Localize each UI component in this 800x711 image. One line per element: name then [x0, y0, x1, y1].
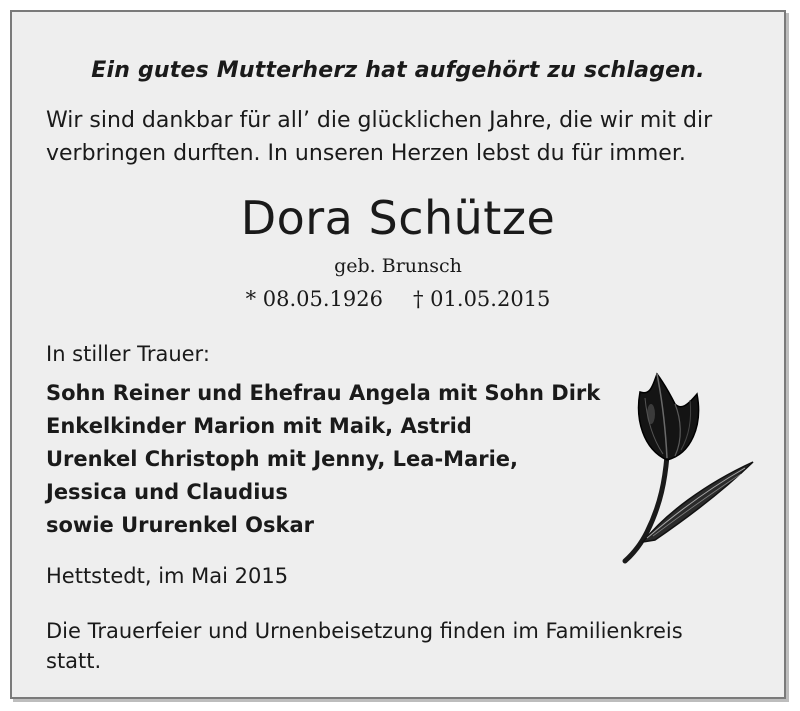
ceremony-note [46, 616, 766, 676]
obituary-content [12, 12, 784, 697]
maiden-name: geb. Brunsch [334, 255, 462, 277]
birth-date: * 08.05.1926 [245, 287, 383, 311]
family-line: Sohn Reiner und Ehefrau Angela mit Sohn Dirk [46, 381, 601, 405]
family-line: Jessica und Claudius [46, 480, 288, 504]
mourning-label: In stiller Trauer: [46, 342, 210, 366]
family-list [46, 377, 600, 542]
tulip-illustration [595, 364, 755, 564]
intro-line-1: Wir sind dankbar für all’ die glücklichen Jahre, die wir mit dir [46, 108, 713, 133]
death-date: † 01.05.2015 [413, 287, 551, 311]
family-line: sowie Ururenkel Oskar [46, 513, 314, 537]
life-dates [12, 287, 784, 311]
ceremony-line-2: statt. [46, 649, 102, 673]
tulip-flower [639, 374, 699, 460]
obituary-card [10, 10, 786, 699]
place-date: Hettstedt, im Mai 2015 [46, 564, 289, 588]
family-line: Enkelkinder Marion mit Maik, Astrid [46, 414, 472, 438]
ceremony-line-1: Die Trauerfeier und Urnenbeisetzung finden im Familienkreis [46, 619, 683, 643]
intro-text [46, 104, 766, 170]
tulip-stem [625, 456, 667, 561]
motto: Ein gutes Mutterherz hat aufgehört zu schlagen. [91, 58, 705, 83]
family-line: Urenkel Christoph mit Jenny, Lea-Marie, [46, 447, 519, 471]
deceased-name: Dora Schütze [240, 191, 556, 245]
intro-line-2: verbringen durften. In unseren Herzen lebst du für immer. [46, 141, 686, 166]
